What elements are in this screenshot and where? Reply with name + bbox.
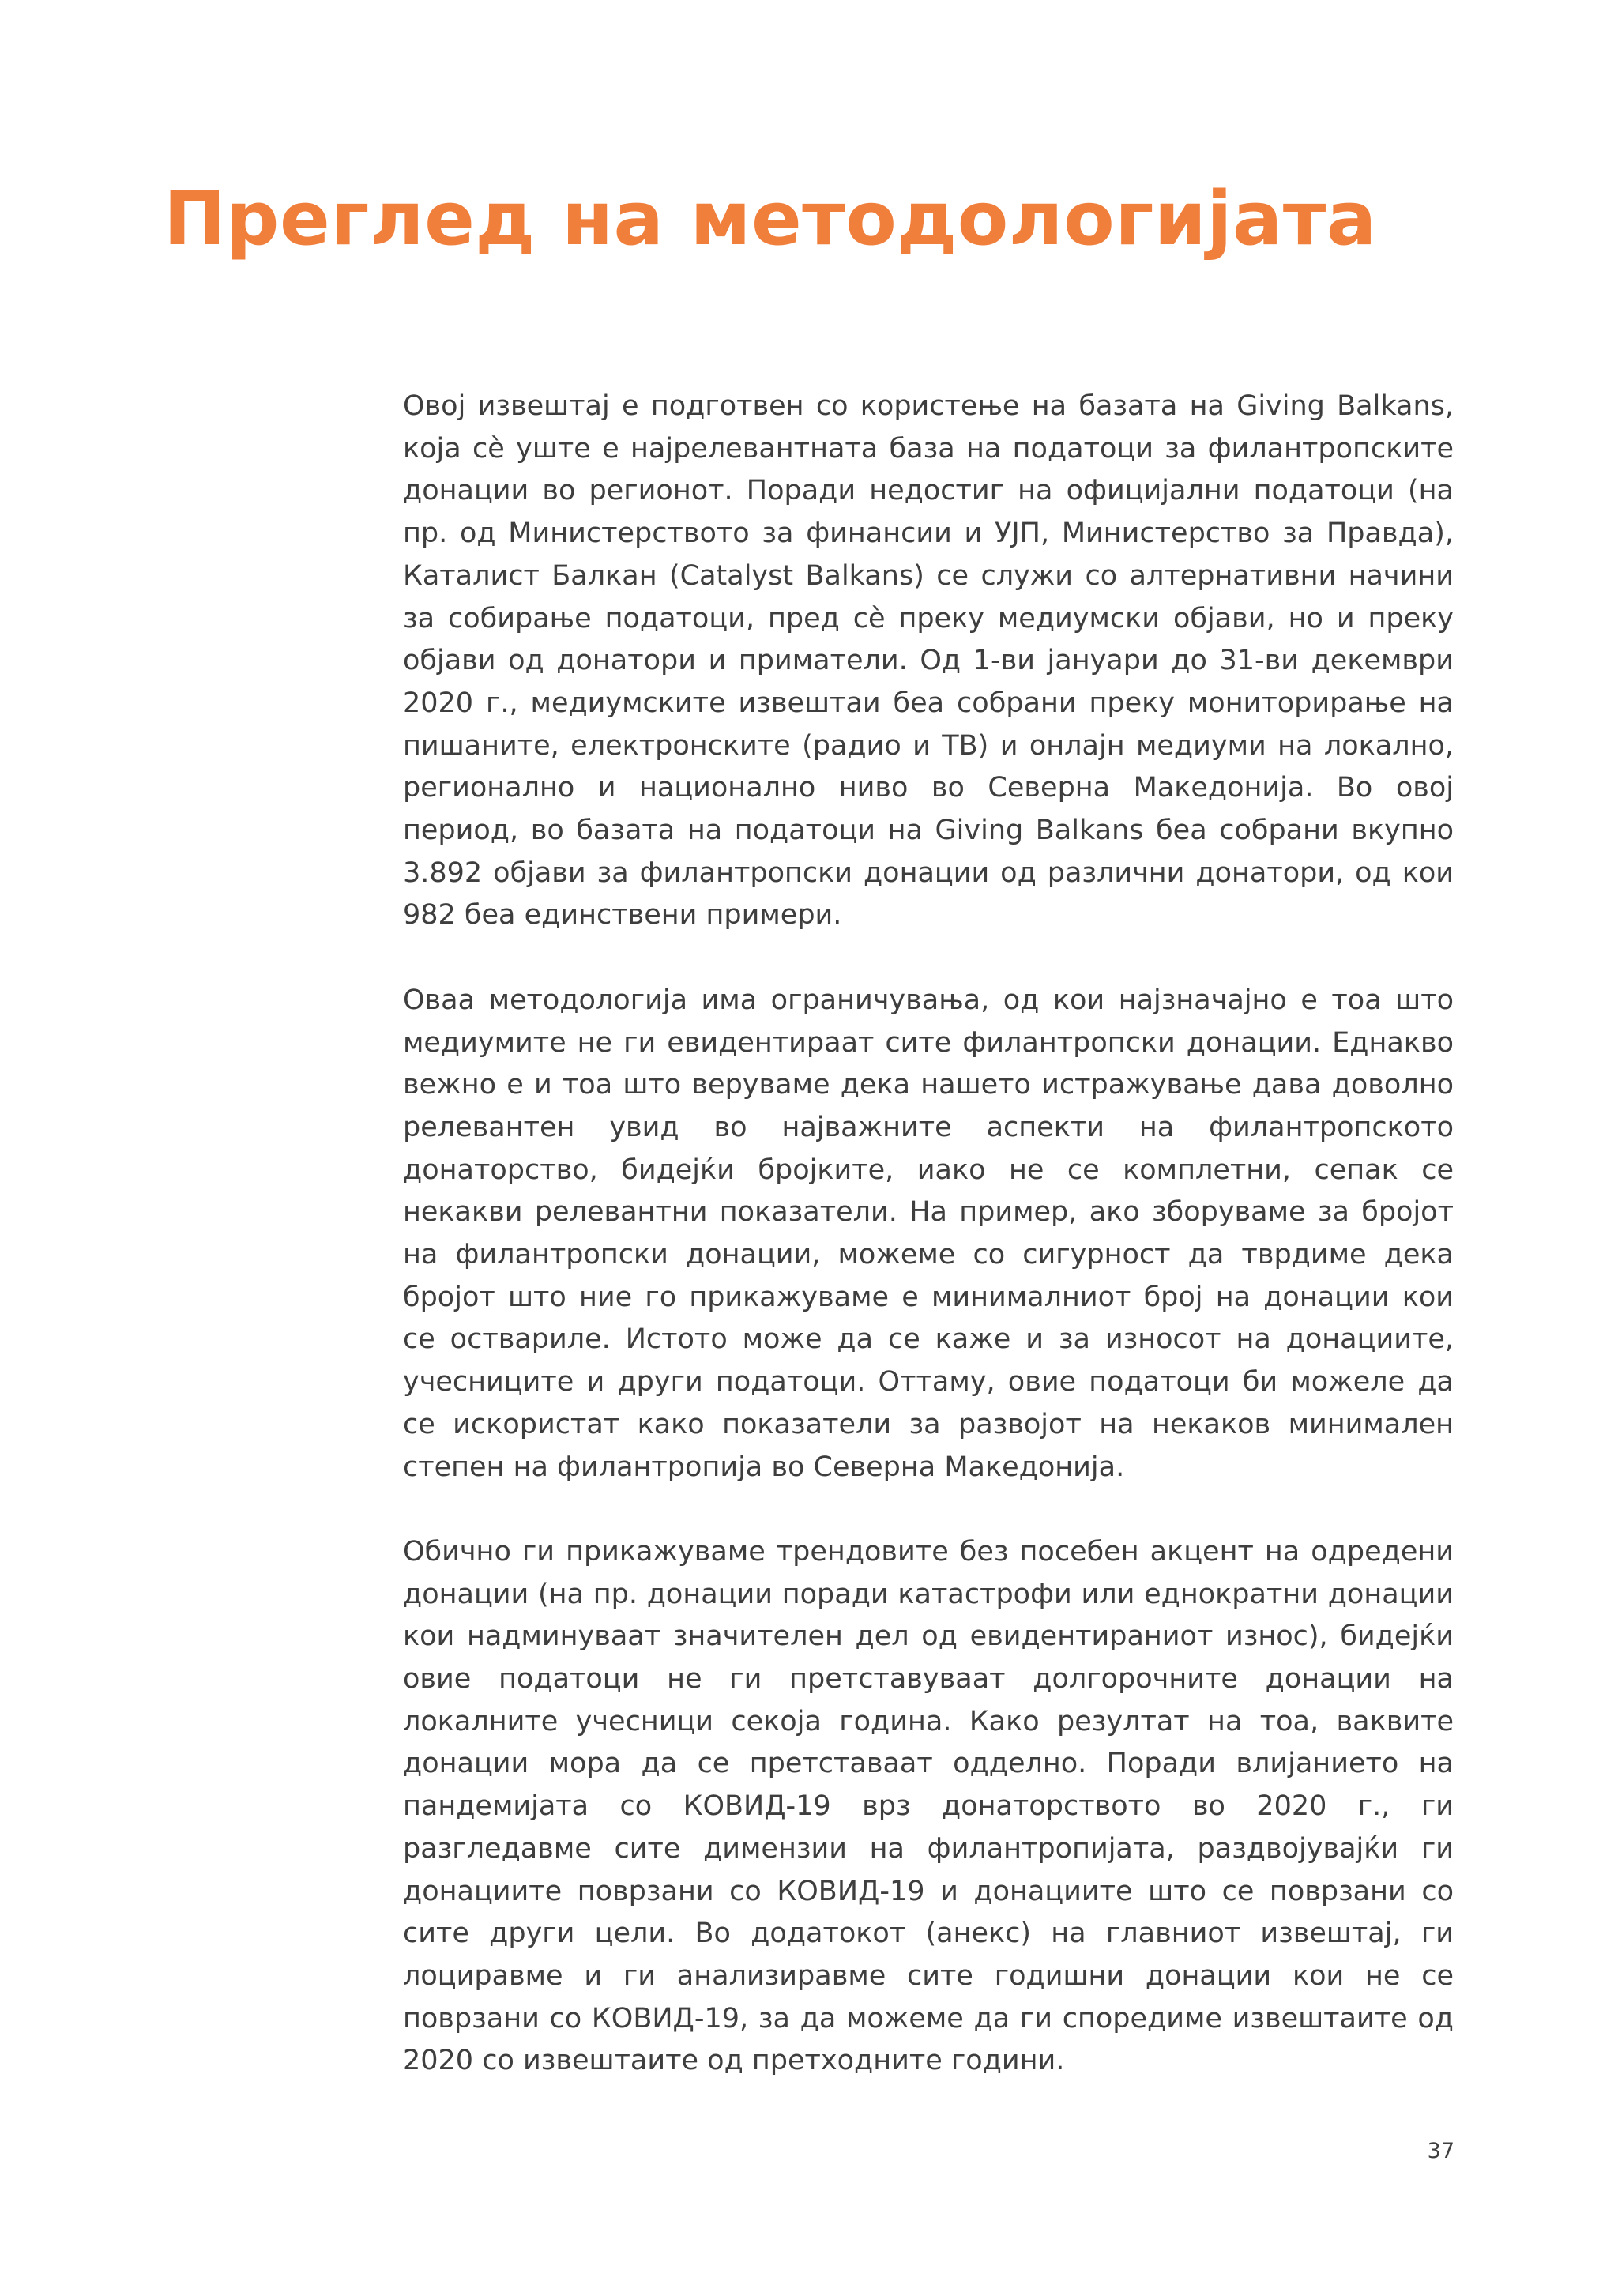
page-number: 37 [1427, 2139, 1454, 2163]
body-text [403, 386, 1454, 2083]
paragraph-1: Овој извештај е подготвен со користење на базата на Giving Balkans, која сè уште е најрелевантната база на податоци за филантропските донации во регионот. Поради недостиг на официјални податоци (на пр. од Министерството за финансии и УЈП, Министерство за Правда), Каталист Балкан (Catalyst Balkans) се служи со алтернативни начини за собирање податоци, пред сè преку медиумски објави, но и преку објави од донатори и приматели. Од 1-ви јануари до 31-ви декември 2020 г., медиумските извештаи беа собрани преку мониторирање на пишаните, електронските (радио и ТВ) и онлајн медиуми на локално, регионално и национално ниво во Северна Македонија. Во овој период, во базата на податоци на Giving Balkans беа собрани вкупно 3.892 објави за филантропски донации од различни донатори, од кои 982 беа единствени примери. [403, 390, 1454, 932]
paragraph-3: Обично ги прикажуваме трендовите без посебен акцент на одредени донации (на пр. донации поради катастрофи или еднократни донации кои надминуваат значителен дел од евидентираниот износ), бидејќи овие податоци не ги претставуваат долгорочните донации на локалните учесници секоја година. Како резултат на тоа, ваквите донации мора да се претставаат одделно. Поради влијанието на пандемијата со КОВИД-19 врз донаторството во 2020 г., ги разгледавме сите димензии на филантропијата, раздвојувајќи ги донациите поврзани со КОВИД-19 и донациите што се поврзани со сите други цели. Во додатокот (анекс) на главниот извештај, ги лоциравме и ги анализиравме сите годишни донации кои не се поврзани со КОВИД-19, за да можеме да ги споредиме извештаите од 2020 со извештаите од претходните години. [403, 1535, 1454, 2077]
paragraph-2: Оваа методологија има ограничувања, од кои најзначајно е тоа што медиумите не ги евидентираат сите филантропски донации. Еднакво вежно е и тоа што веруваме дека нашето истражување дава доволно релевантен увид во најважните аспекти на филантропското донаторство, бидејќи бројките, иако не се комплетни, сепак се некакви релевантни показатели. На пример, ако зборуваме за бројот на филантропски донации, можеме со сигурност да тврдиме дека бројот што ние го прикажуваме е минималниот број на донации кои се оствариле. Истото може да се каже и за износот на донациите, учесниците и други податоци. Оттаму, овие податоци би можеле да се искористат како показатели за развојот на некаков минимален степен на филантропија во Северна Македонија. [403, 984, 1454, 1483]
page-title: Преглед на методологијата [164, 176, 1377, 262]
